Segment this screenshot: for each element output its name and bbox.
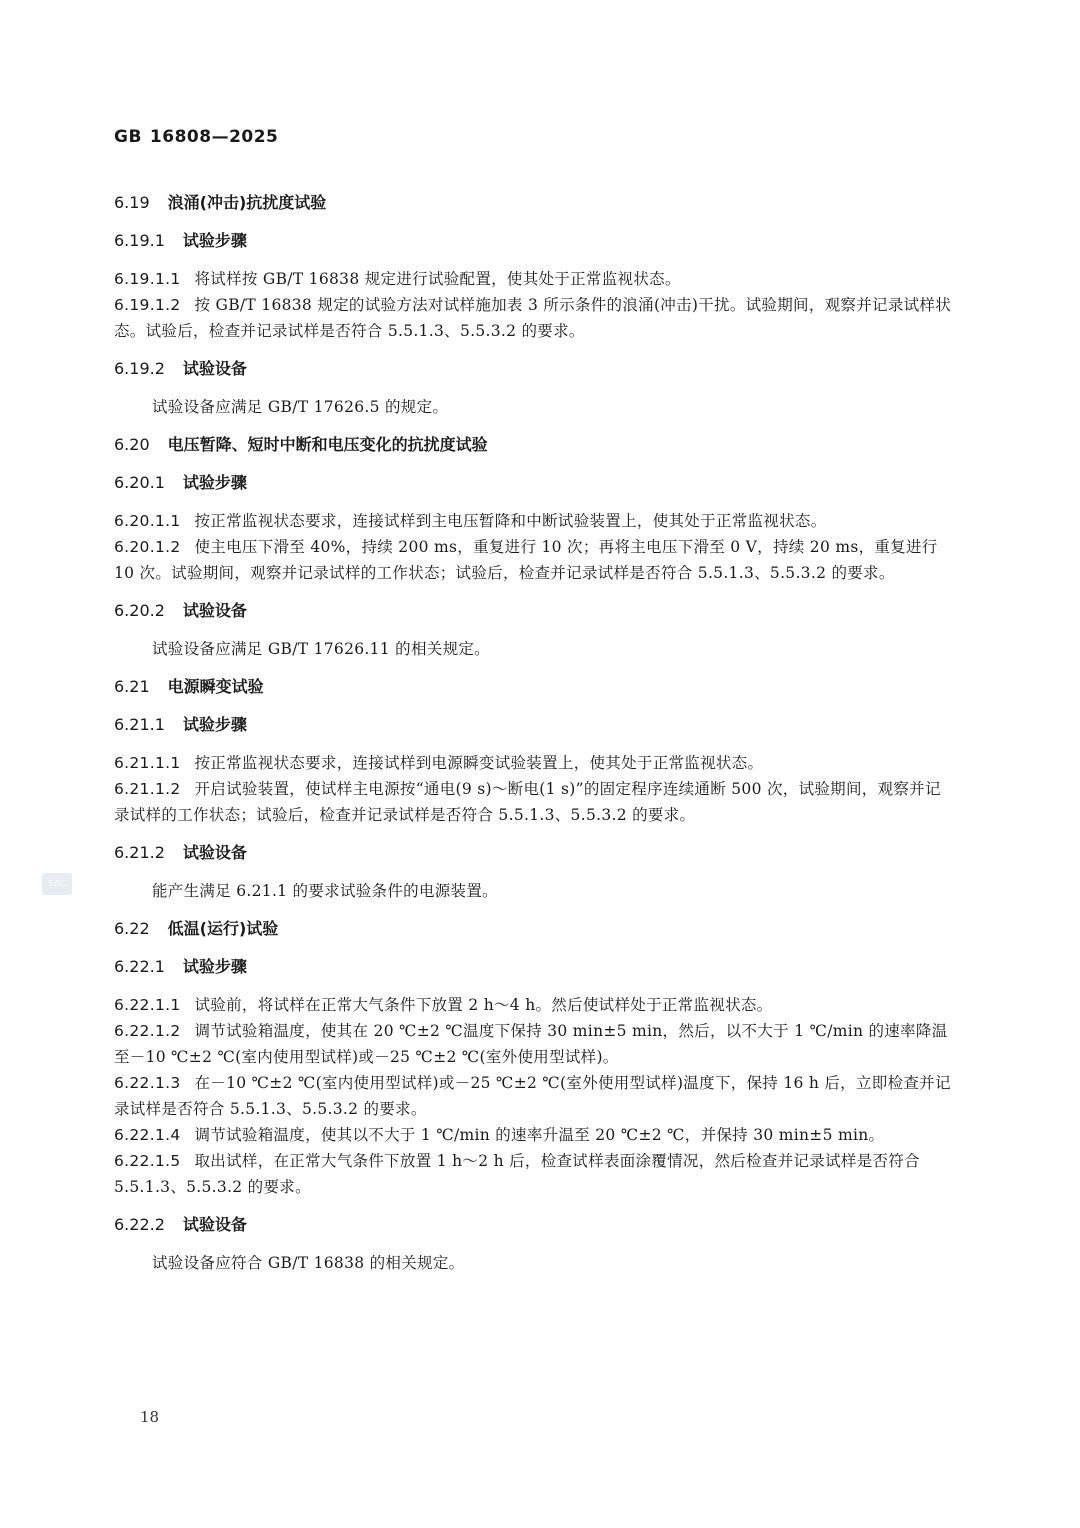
subsection-heading-6-22-1: 6.22.1 试验步骤: [114, 957, 247, 976]
clause-6-22-1-5: 6.22.1.5 取出试样，在正常大气条件下放置 1 h～2 h 后，检查试样表面涂覆情况，然后检查并记录试样是否符合 5.5.1.3、5.5.3.2 的要求。: [114, 1152, 920, 1196]
section-heading-6-22: 6.22 低温(运行)试验: [114, 919, 279, 938]
document-body: [114, 190, 952, 1276]
page-number: 18: [140, 1408, 160, 1426]
clause-6-22-1-1: 6.22.1.1 试验前，将试样在正常大气条件下放置 2 h～4 h。然后使试样处于正常监视状态。: [114, 996, 773, 1014]
clause-6-22-2-text: 试验设备应符合 GB/T 16838 的相关规定。: [152, 1254, 465, 1272]
section-heading-6-20: 6.20 电压暂降、短时中断和电压变化的抗扰度试验: [114, 435, 488, 454]
section-heading-6-19: 6.19 浪涌(冲击)抗扰度试验: [114, 193, 327, 212]
subsection-heading-6-19-1: 6.19.1 试验步骤: [114, 231, 247, 250]
watermark-text: SAC: [48, 879, 66, 888]
standard-prefix: GB: [114, 127, 142, 147]
clause-6-21-2-text: 能产生满足 6.21.1 的要求试验条件的电源装置。: [152, 882, 498, 900]
subsection-heading-6-21-1: 6.21.1 试验步骤: [114, 715, 247, 734]
margin-watermark-logo: [42, 873, 72, 895]
subsection-heading-6-19-2: 6.19.2 试验设备: [114, 359, 247, 378]
clause-6-20-1-2: 6.20.1.2 使主电压下滑至 40%，持续 200 ms，重复进行 10 次；再将主电压下滑至 0 V，持续 20 ms，重复进行 10 次。试验期间，观察并记录试样的工作状态；试验后，检查并记录试样是否符合 5.5.1.3、5.5.3.2 的要求。: [114, 538, 938, 582]
subsection-heading-6-20-1: 6.20.1 试验步骤: [114, 473, 247, 492]
standard-number-header: [114, 127, 278, 147]
clause-6-20-2-text: 试验设备应满足 GB/T 17626.11 的相关规定。: [152, 640, 490, 658]
clause-6-19-2-text: 试验设备应满足 GB/T 17626.5 的规定。: [152, 398, 449, 416]
clause-6-22-1-4: 6.22.1.4 调节试验箱温度，使其以不大于 1 ℃/min 的速率升温至 20 ℃±2 ℃，并保持 30 min±5 min。: [114, 1126, 885, 1144]
section-heading-6-21: 6.21 电源瞬变试验: [114, 677, 264, 696]
clause-6-19-1-1: 6.19.1.1 将试样按 GB/T 16838 规定进行试验配置，使其处于正常监视状态。: [114, 270, 681, 288]
subsection-heading-6-22-2: 6.22.2 试验设备: [114, 1215, 247, 1234]
standard-code: 16808—2025: [149, 127, 279, 147]
subsection-heading-6-20-2: 6.20.2 试验设备: [114, 601, 247, 620]
clause-6-19-1-2: 6.19.1.2 按 GB/T 16838 规定的试验方法对试样施加表 3 所示条件的浪涌(冲击)干扰。试验期间，观察并记录试样状态。试验后，检查并记录试样是否符合 5.5.1.3、5.5.3.2 的要求。: [114, 296, 952, 340]
clause-6-20-1-1: 6.20.1.1 按正常监视状态要求，连接试样到主电压暂降和中断试验装置上，使其处于正常监视状态。: [114, 512, 827, 530]
subsection-heading-6-21-2: 6.21.2 试验设备: [114, 843, 247, 862]
clause-6-22-1-2: 6.22.1.2 调节试验箱温度，使其在 20 ℃±2 ℃温度下保持 30 min±5 min，然后，以不大于 1 ℃/min 的速率降温至－10 ℃±2 ℃(室内使用型试样)或－25 ℃±2 ℃(室外使用型试样)。: [114, 1022, 948, 1066]
clause-6-21-1-2: 6.21.1.2 开启试验装置，使试样主电源按“通电(9 s)～断电(1 s)”的固定程序连续通断 500 次，试验期间，观察并记录试样的工作状态；试验后，检查并记录试样是否符合 5.5.1.3、5.5.3.2 的要求。: [114, 780, 941, 824]
clause-6-21-1-1: 6.21.1.1 按正常监视状态要求，连接试样到电源瞬变试验装置上，使其处于正常监视状态。: [114, 754, 764, 772]
clause-6-22-1-3: 6.22.1.3 在－10 ℃±2 ℃(室内使用型试样)或－25 ℃±2 ℃(室外使用型试样)温度下，保持 16 h 后，立即检查并记录试样是否符合 5.5.1.3、5.5.3.2 的要求。: [114, 1074, 951, 1118]
